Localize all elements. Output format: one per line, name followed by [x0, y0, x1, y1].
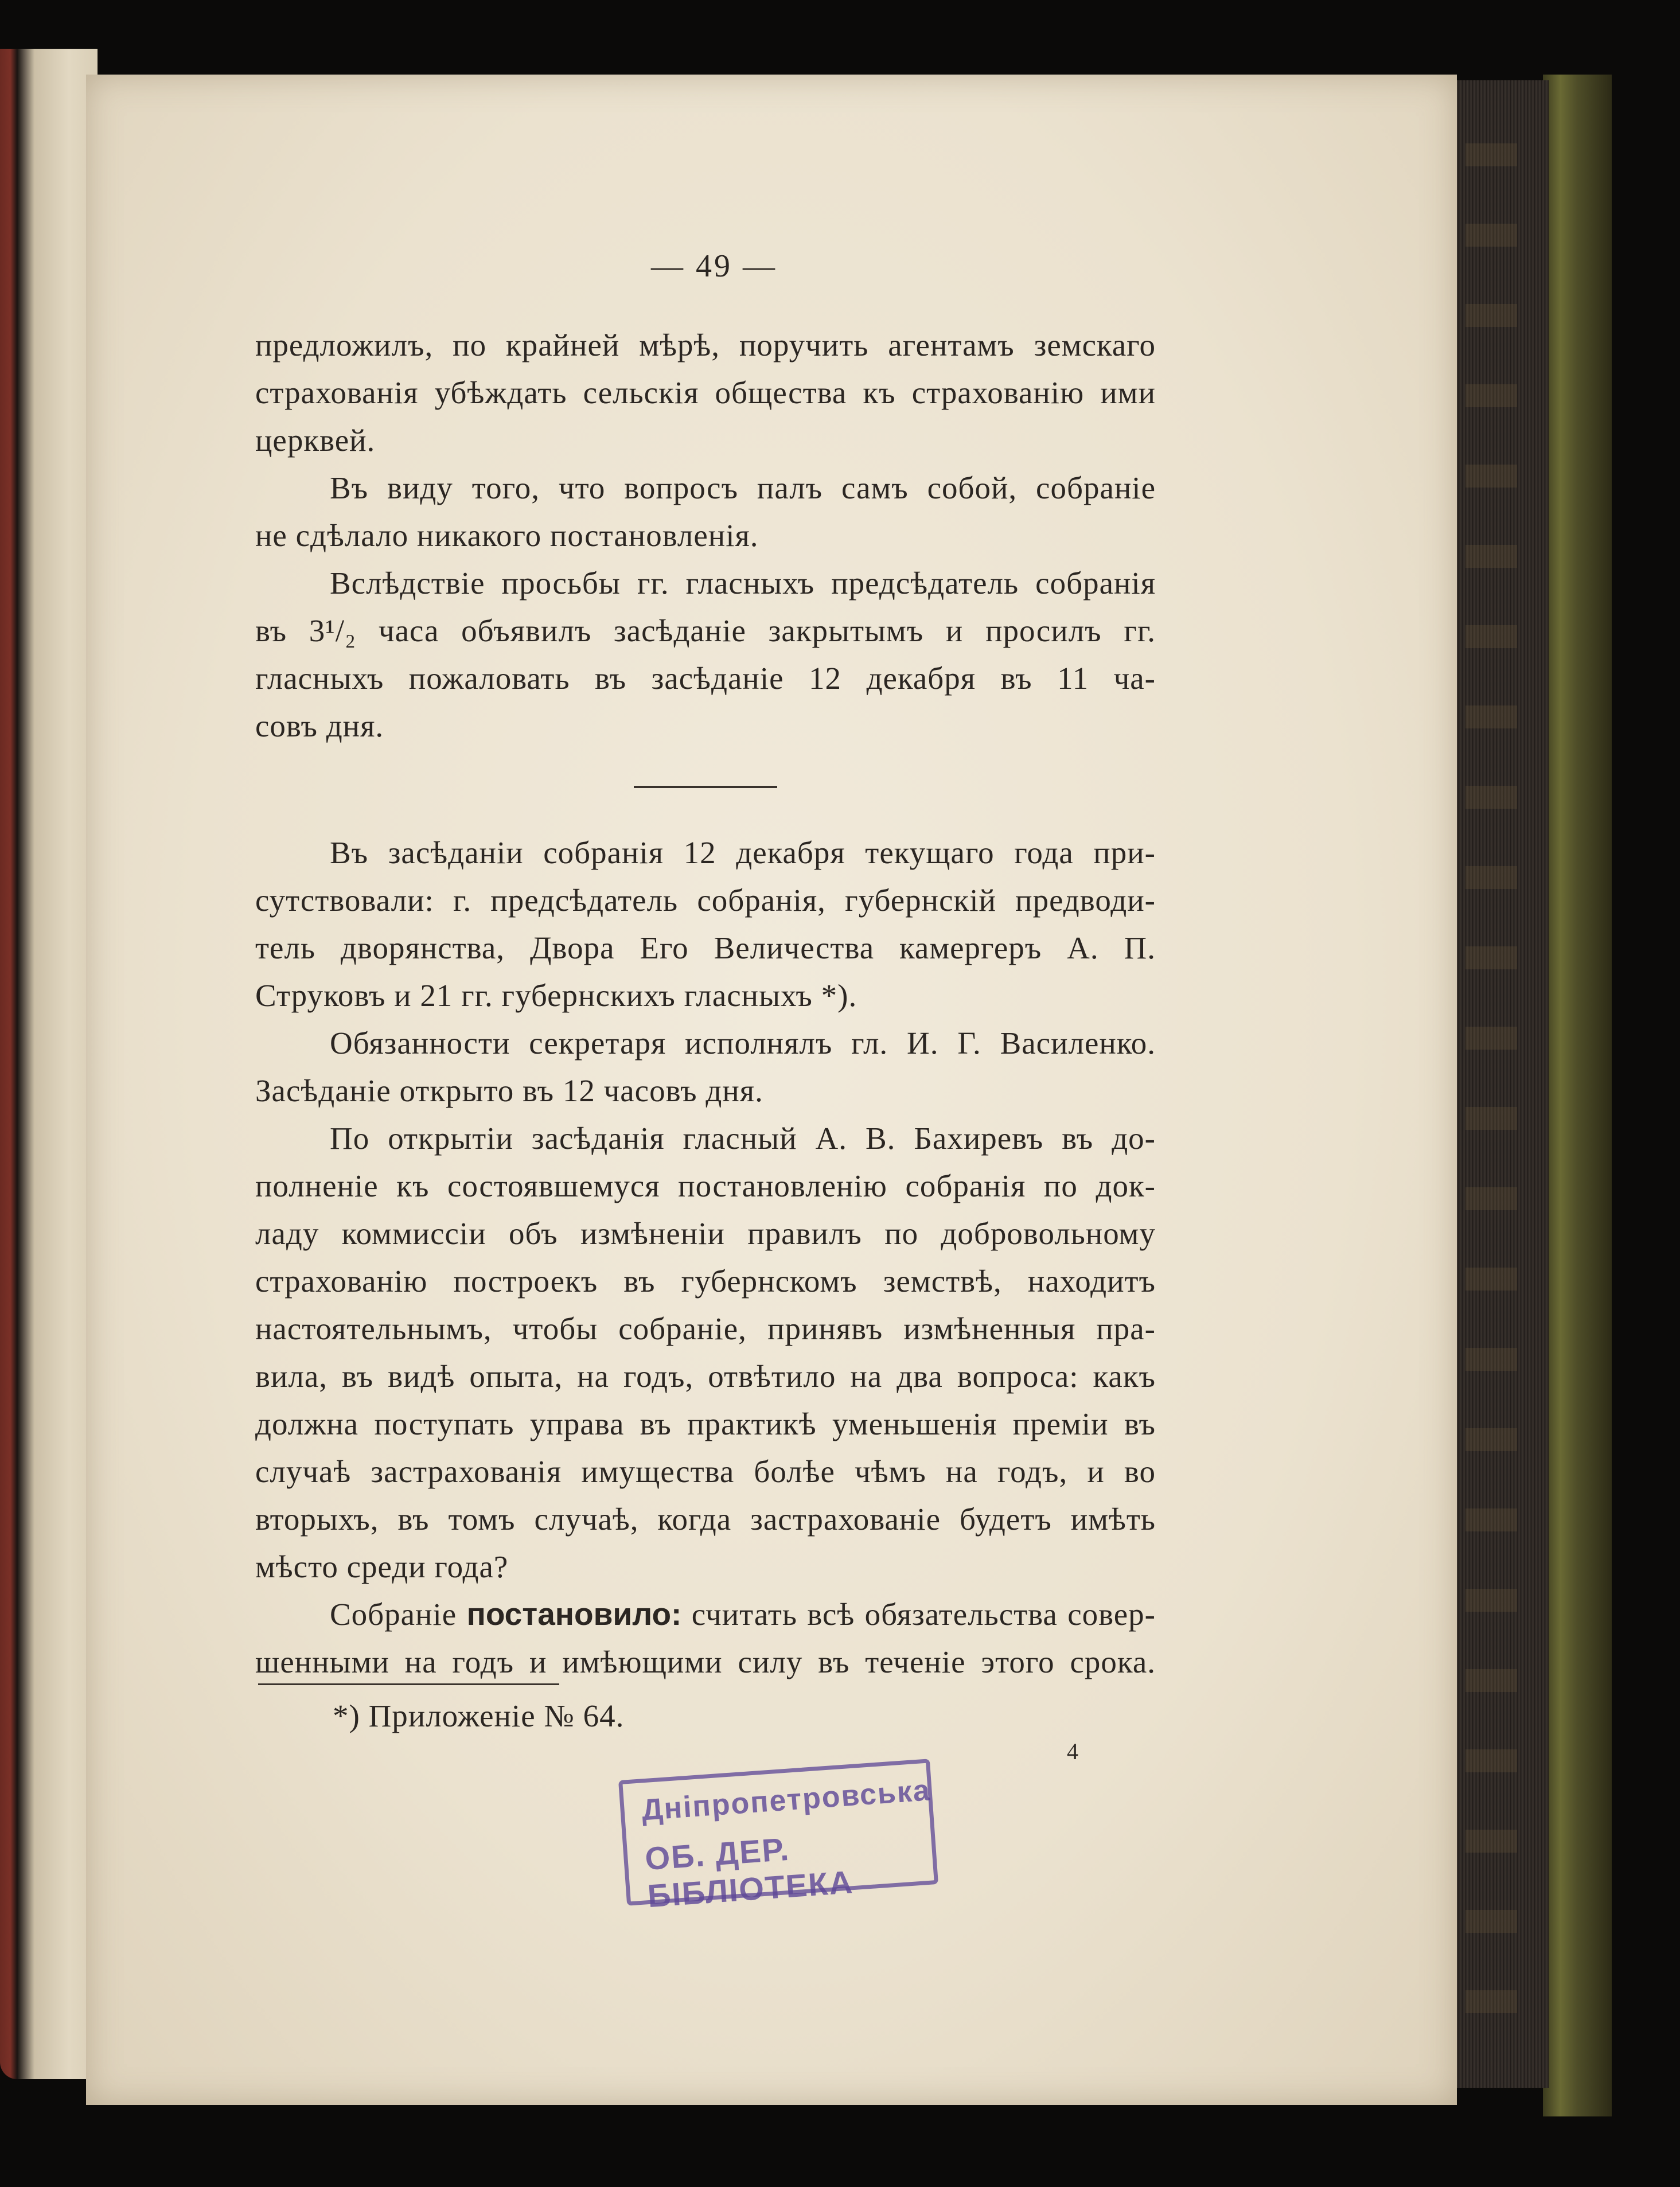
text-line: настоятельнымъ, чтобы собраніе, принявъ измѣненныя пра- [255, 1311, 1156, 1346]
text-line: сутствовали: г. предсѣдатель собранія, губернскій предводи- [255, 883, 1156, 918]
text-line: страхованія убѣждать сельскія общества къ страхованію ими [255, 375, 1156, 410]
resolution-intro: Собраніе [330, 1597, 457, 1632]
text-line: предложилъ, по крайней мѣрѣ, поручить агентамъ земскаго [255, 328, 1156, 362]
section-divider [634, 786, 777, 788]
text-block-bottom [255, 829, 1156, 1686]
text-line: ладу коммиссіи объ измѣненіи правилъ по добровольному [255, 1216, 1156, 1251]
left-page-edge [0, 49, 98, 2079]
text-line: Струковъ и 21 гг. губернскихъ гласныхъ *). [255, 978, 857, 1013]
page-edge-stain [1465, 143, 1517, 2036]
signature-mark: 4 [1067, 1738, 1078, 1764]
stamp-line-2: ОБ. ДЕР. БІБЛІОТЕКА [644, 1830, 855, 1915]
library-stamp [618, 1759, 938, 1915]
text-line: мѣсто среди года? [255, 1549, 509, 1584]
text-line: страхованію построекъ въ губернскомъ земствѣ, находитъ [255, 1264, 1156, 1299]
text-line: Вслѣдствіе просьбы гг. гласныхъ предсѣдатель собранія [330, 566, 1156, 601]
resolution-keyword: постановило: [466, 1596, 682, 1632]
text-line: Обязанности секретаря исполнялъ гл. И. Г. Василенко. [330, 1026, 1156, 1061]
page-number: — 49 — [651, 248, 777, 284]
footnote-rule [258, 1683, 559, 1685]
text-line: Въ виду того, что вопросъ палъ самъ собой, собраніе [330, 470, 1156, 505]
text-line: тель дворянства, Двора Его Величества камергеръ А. П. [255, 930, 1156, 965]
book-cover [1543, 75, 1612, 2116]
text-line: совъ дня. [255, 708, 384, 743]
text-line: По открытіи засѣданія гласный А. В. Бахиревъ въ до- [330, 1121, 1156, 1156]
text-line: шенными на годъ и имѣющими силу въ теченіе этого срока. [255, 1644, 1156, 1679]
stamp-line-1: Дніпропетровська [640, 1773, 932, 1827]
text-line: полненіе къ состоявшемуся постановленію собранія по док- [255, 1168, 1156, 1203]
footnote: *) Приложеніе № 64. [333, 1698, 625, 1733]
text-line: вила, въ видѣ опыта, на годъ, отвѣтило на два вопроса: какъ [255, 1359, 1156, 1394]
text-block-top [255, 321, 1156, 750]
text-line: Въ засѣданіи собранія 12 декабря текущаго года при- [330, 835, 1156, 870]
text-line: церквей. [255, 423, 376, 458]
text-line: должна поступать управа въ практикѣ уменьшенія преміи въ [255, 1406, 1156, 1441]
text-line: случаѣ застрахованія имущества болѣе чѣмъ на годъ, и во [255, 1454, 1156, 1489]
resolution-rest: считать всѣ обязательства совер- [691, 1597, 1156, 1632]
text-line: вторыхъ, въ томъ случаѣ, когда застрахованіе будетъ имѣть [255, 1502, 1156, 1537]
text-line: гласныхъ пожаловать въ засѣданіе 12 декабря въ 11 ча- [255, 661, 1156, 696]
text-line: въ 3¹/₂ часа объявилъ засѣданіе закрытымъ и просилъ гг. [255, 613, 1156, 648]
text-line-resolution [255, 1590, 1156, 1638]
text-line: Засѣданіе открыто въ 12 часовъ дня. [255, 1073, 763, 1108]
text-line: не сдѣлало никакого постановленія. [255, 518, 759, 553]
